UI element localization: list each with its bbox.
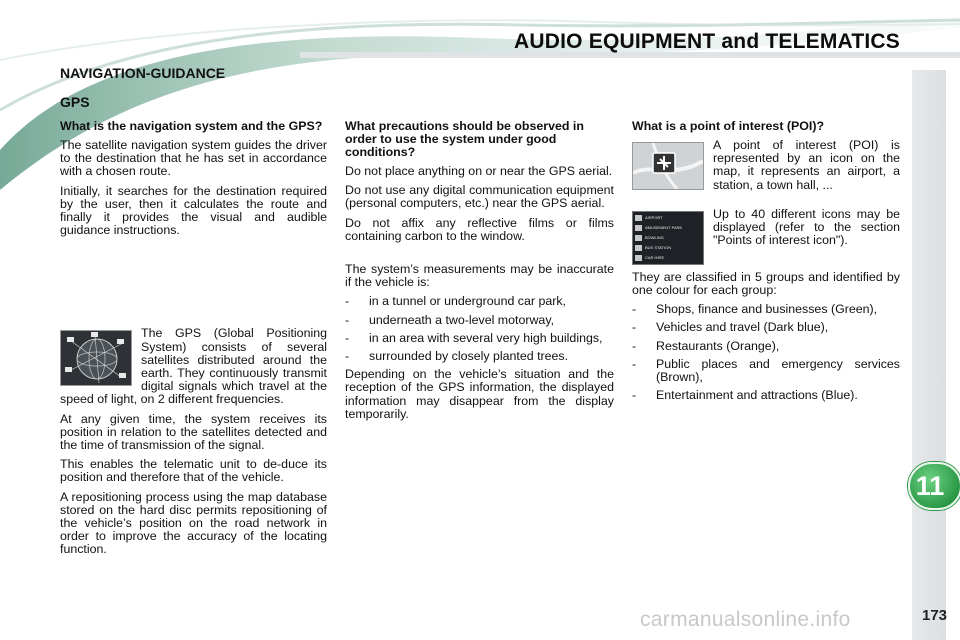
paragraph: Do not place anything on or near the GPS aerial. [345, 164, 613, 178]
list-item [345, 350, 614, 363]
airport-poi-icon [632, 142, 704, 190]
paragraph: A repositioning process using the map database stored on the hard disc permits repositioning of the vehicle’s position on the road network in order to improve the accuracy of the locating function. [60, 489, 327, 557]
list-item [632, 303, 900, 316]
paragraph: Initially, it searches for the destination required by the user, then it calculates the route and finally it provides the visual and audible guidance instructions. [60, 183, 327, 238]
list-item-text: in a tunnel or underground car park, [369, 294, 566, 309]
poi-list-entry: BUS STATION [645, 244, 672, 250]
page-number: 173 [922, 607, 948, 624]
bullet-dash: - [345, 294, 350, 309]
bullet-dash: - [345, 312, 350, 327]
list-item-text: underneath a two-level motorway, [369, 312, 555, 327]
paragraph: The satellite navigation system guides the driver to the destination that he has set in accordance with a chosen route. [60, 138, 327, 179]
poi-list-entry: CAR HIRE [645, 254, 665, 260]
page-header-title: AUDIO EQUIPMENT and TELEMATICS [514, 30, 900, 53]
list-item [632, 358, 900, 384]
bullet-dash: - [632, 320, 637, 335]
list-item [345, 332, 614, 345]
list-item [345, 295, 614, 308]
question-heading: What is the navigation system and the GPS? [60, 119, 323, 133]
subsection-title: GPS [60, 94, 90, 110]
list-item [345, 314, 614, 327]
gps-globe-icon [60, 330, 132, 386]
column-right [632, 120, 900, 407]
paragraph: Depending on the vehicle’s situation and the reception of the GPS information, the displayed information may disappear from the display temporarily. [345, 367, 614, 421]
chapter-tab [908, 462, 960, 510]
bullet-dash: - [345, 330, 350, 345]
question-heading: What precautions should be observed in order to use the system under good conditions? [345, 119, 584, 159]
list-item [632, 340, 900, 353]
list-item-text: Restaurants (Orange), [656, 338, 780, 353]
bullet-dash: - [632, 356, 637, 371]
bullet-dash: - [632, 302, 637, 317]
section-title: NAVIGATION-GUIDANCE [60, 65, 226, 81]
column-middle [345, 120, 614, 427]
right-margin-strip [912, 70, 946, 640]
chapter-number: 11 [915, 471, 945, 501]
paragraph: Do not affix any reflective films or films containing carbon to the window. [345, 215, 614, 243]
list-item-text: in an area with several very high buildings, [369, 330, 603, 345]
list-item-text: Public places and emergency services (Brown), [656, 356, 900, 385]
paragraph: The GPS (Global Positioning System) consists of several satellites distributed around the earth. They continuously transmit digital signals which travel at the speed of light, on 2 different frequencies. [60, 326, 327, 407]
list-item [632, 389, 900, 402]
list-item-text: surrounded by closely planted trees. [369, 349, 569, 364]
bullet-dash: - [632, 388, 637, 403]
paragraph: A point of interest (POI) is represented by an icon on the map, it represents an airport, a station, a town hall, ... [713, 138, 900, 192]
paragraph: At any given time, the system receives its position in relation to the satellites detected and the time of transmission of the signal. [60, 411, 327, 453]
watermark: carmanualsonline.info [640, 608, 851, 631]
list-item-text: Shops, finance and businesses (Green), [656, 302, 878, 317]
paragraph: The system’s measurements may be inaccurate if the vehicle is: [345, 262, 614, 290]
bullet-dash: - [632, 338, 637, 353]
poi-list-icon [632, 211, 704, 265]
bullet-dash: - [345, 349, 350, 364]
list-item-text: Entertainment and attractions (Blue). [656, 388, 858, 403]
paragraph: Up to 40 different icons may be displayed (refer to the section "Points of interest icon"). [713, 206, 900, 248]
paragraph: They are classified in 5 groups and identified by one colour for each group: [632, 269, 900, 298]
list-item-text: Vehicles and travel (Dark blue), [656, 320, 829, 335]
paragraph: This enables the telematic unit to de-duce its position and therefore that of the vehicle. [60, 457, 327, 485]
column-left [60, 120, 327, 563]
paragraph: Do not use any digital communication equipment (personal computers, etc.) near the GPS aerial. [345, 183, 614, 211]
poi-list-entry: BOWLING [645, 234, 664, 240]
question-heading: What is a point of interest (POI)? [632, 119, 825, 133]
poi-list-entry: AIRPORT [645, 214, 663, 220]
poi-list-entry: AMUSEMENT PARK [645, 224, 683, 230]
list-item [632, 321, 900, 334]
